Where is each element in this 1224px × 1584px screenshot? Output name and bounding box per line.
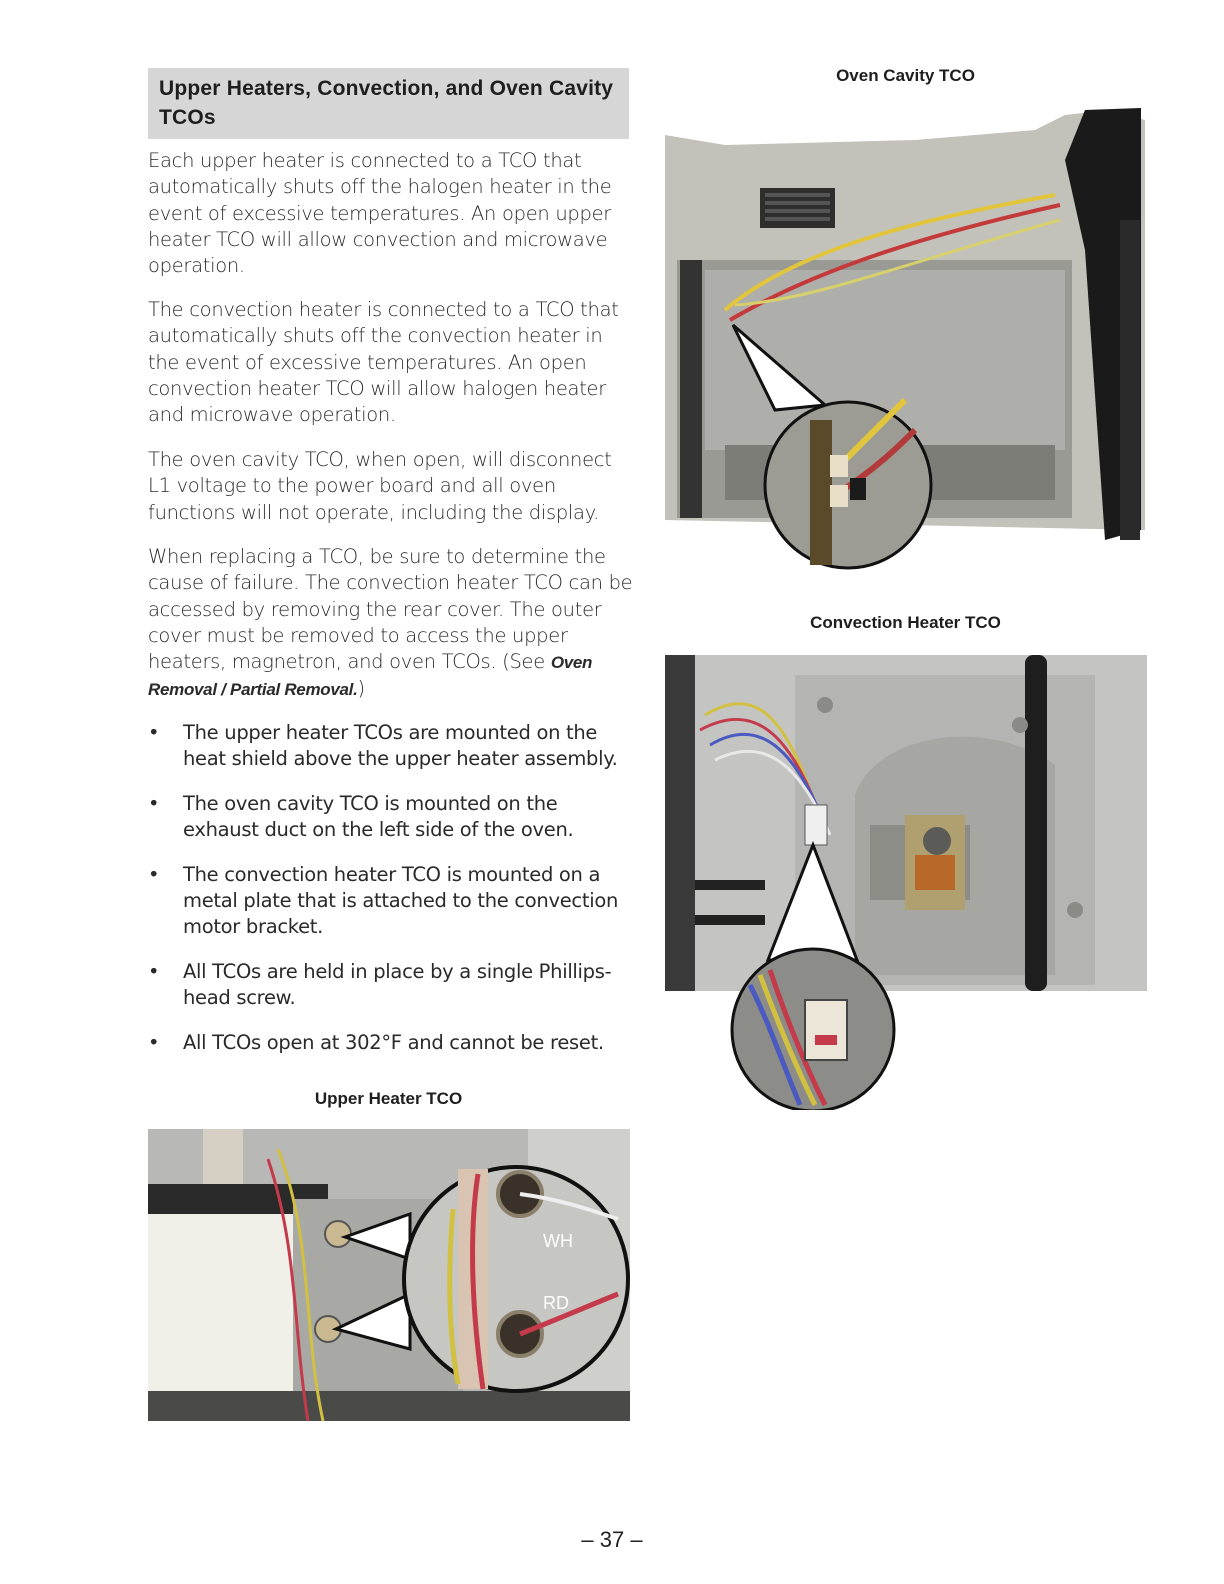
paragraph-4-close: ) <box>357 677 365 701</box>
bullet-dot: • <box>148 863 160 886</box>
paragraph-1-text: Each upper heater is connected to a TCO that automatically shuts off the halogen heater in the event of excessive temperatures. An open upper heater TCO will allow convection and microwave operation. <box>148 149 612 278</box>
list-item-text: The oven cavity TCO is mounted on the exhaust duct on the left side of the oven. <box>183 792 574 841</box>
oven-cavity-photo <box>665 100 1155 580</box>
convection-heater-photo <box>665 655 1147 1110</box>
paragraph-oven-cavity <box>148 447 638 526</box>
paragraph-convection <box>148 297 638 428</box>
paragraph-replacing <box>148 544 638 704</box>
list-item <box>148 720 638 772</box>
paragraph-4-text <box>148 544 638 704</box>
wh-label: WH <box>543 1231 573 1251</box>
section-heading-line2: TCOs <box>159 106 216 129</box>
oven-cavity-caption: Oven Cavity TCO <box>836 66 975 85</box>
paragraph-4-body: When replacing a TCO, be sure to determine the cause of failure. The convection heater TCO can be accessed by removing the rear cover. The outer cover must be removed to access the upper heaters, magnetron, and oven TCOs. (See <box>148 545 633 674</box>
convection-caption: Convection Heater TCO <box>810 613 1001 632</box>
section-heading-box <box>148 68 629 139</box>
paragraph-2-text: The convection heater is connected to a TCO that automatically shuts off the convection heater in the event of excessive temperatures. An open convection heater TCO will allow halogen heater and microwave operation. <box>148 298 619 427</box>
list-item-text: All TCOs are held in place by a single Phillips-head screw. <box>183 960 612 1009</box>
tco-facts-list <box>148 720 638 1075</box>
upper-heater-photo <box>148 1129 630 1421</box>
bullet-dot: • <box>148 1031 160 1054</box>
paragraph-upper-heater <box>148 148 638 279</box>
list-item <box>148 1030 638 1056</box>
section-heading-line1: Upper Heaters, Convection, and Oven Cavity <box>159 77 614 100</box>
bullet-dot: • <box>148 721 160 744</box>
rd-label: RD <box>543 1293 569 1313</box>
list-item <box>148 791 638 843</box>
bullet-dot: • <box>148 960 160 983</box>
page-number: – 37 – <box>581 1527 643 1552</box>
list-item-text: The convection heater TCO is mounted on a metal plate that is attached to the convection motor bracket. <box>183 863 619 938</box>
oven-removal-reference: Oven Removal / Partial Removal. <box>148 653 593 700</box>
list-item-text: All TCOs open at 302°F and cannot be reset. <box>183 1031 604 1054</box>
list-item <box>148 862 638 940</box>
bullet-dot: • <box>148 792 160 815</box>
upper-heater-caption: Upper Heater TCO <box>314 1089 463 1108</box>
paragraph-3-text: The oven cavity TCO, when open, will disconnect L1 voltage to the power board and all oven functions will not operate, including the display. <box>148 448 612 524</box>
section-heading <box>159 74 618 132</box>
list-item-text: The upper heater TCOs are mounted on the heat shield above the upper heater assembly. <box>183 721 618 770</box>
list-item <box>148 959 638 1011</box>
